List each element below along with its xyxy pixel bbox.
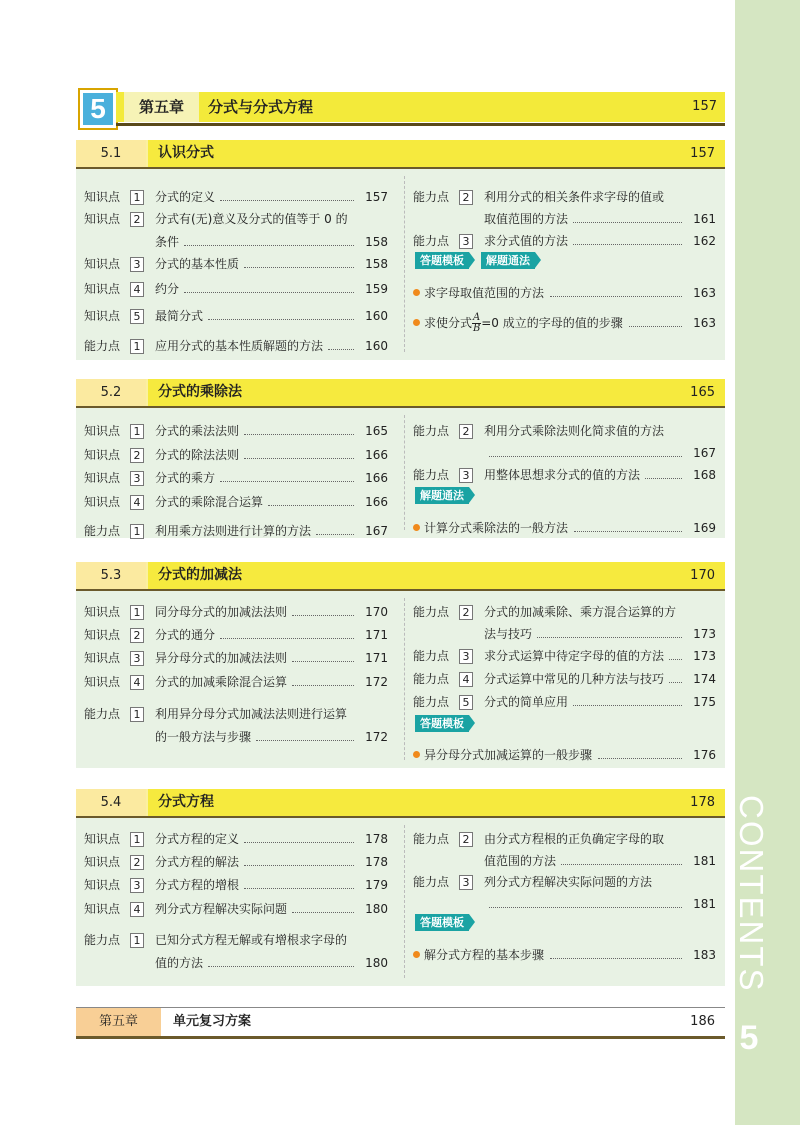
entry-title: 分式方程的定义 xyxy=(155,832,240,846)
entry-number-box: 3 xyxy=(459,468,473,483)
dot-leader xyxy=(244,254,354,268)
section-title-bar xyxy=(148,562,725,589)
bullet-entry[interactable] xyxy=(413,311,716,335)
entry-number-box: 4 xyxy=(130,902,144,917)
entry-number-box: 4 xyxy=(130,495,144,510)
dot-leader xyxy=(292,648,354,662)
bullet-text-pre: 求使分式 xyxy=(424,316,473,330)
dot-leader xyxy=(328,336,354,350)
dot-leader xyxy=(244,829,354,843)
entry-title: 列分式方程解决实际问题 xyxy=(155,902,288,916)
entry-number-box: 1 xyxy=(130,605,144,620)
right-entry-line[interactable] xyxy=(413,894,716,914)
section-page: 157 xyxy=(690,146,715,161)
bullet-page: 163 xyxy=(693,286,716,300)
bullet-text: 异分母分式加减运算的一般步骤 xyxy=(424,748,593,762)
dot-leader xyxy=(573,692,682,706)
entry-title: 的一般方法与步骤 xyxy=(155,730,252,744)
entry-number-box: 2 xyxy=(459,832,473,847)
section-5.1 xyxy=(76,140,725,360)
dot-leader xyxy=(489,894,682,908)
entry-page: 181 xyxy=(693,897,716,911)
entry-page: 172 xyxy=(365,730,388,744)
section-title: 分式的乘除法 xyxy=(158,384,242,400)
left-entry-line[interactable] xyxy=(84,468,388,488)
entry-number-box: 1 xyxy=(130,424,144,439)
right-entry-line[interactable] xyxy=(413,465,716,485)
entry-page: 166 xyxy=(365,495,388,509)
section-header[interactable] xyxy=(76,789,725,816)
entry-type-label: 知识点 xyxy=(84,675,121,689)
entry-type-label: 能力点 xyxy=(84,933,121,947)
method-tag: 解题通法 xyxy=(415,487,469,504)
entry-number-box: 2 xyxy=(459,605,473,620)
left-entry-line[interactable] xyxy=(84,187,388,207)
entry-type-label: 能力点 xyxy=(413,649,450,663)
left-entry-line[interactable] xyxy=(84,899,388,919)
entry-type-label: 知识点 xyxy=(84,282,121,296)
dot-leader xyxy=(669,669,682,683)
entry-page: 171 xyxy=(365,651,388,665)
entry-title: 条件 xyxy=(155,235,180,249)
chapter-label: 第五章 xyxy=(124,92,199,122)
entry-type-label: 知识点 xyxy=(84,651,121,665)
entry-type-label: 知识点 xyxy=(84,309,121,323)
entry-page: 166 xyxy=(365,471,388,485)
bullet-text: 计算分式乘除法的一般方法 xyxy=(424,521,569,535)
entry-type-label: 能力点 xyxy=(413,234,450,248)
dot-leader xyxy=(208,306,354,320)
left-entry-line[interactable] xyxy=(84,625,388,645)
entry-title: 分式的加减乘除、乘方混合运算的方 xyxy=(484,605,677,619)
entry-title: 值的方法 xyxy=(155,956,204,970)
column-divider xyxy=(404,415,405,530)
entry-page: 173 xyxy=(693,649,716,663)
section-5.2 xyxy=(76,379,725,538)
right-entry-line[interactable] xyxy=(413,231,716,251)
method-tag: 答题模板 xyxy=(415,252,469,269)
entry-title: 利用分式乘除法则化简求值的方法 xyxy=(484,424,665,438)
entry-number-box: 2 xyxy=(130,855,144,870)
right-entry-line[interactable] xyxy=(413,187,716,207)
entry-type-label: 能力点 xyxy=(84,707,121,721)
entry-number-box: 4 xyxy=(130,675,144,690)
entry-type-label: 知识点 xyxy=(84,832,121,846)
review-label: 第五章 xyxy=(76,1008,161,1036)
bullet-dot-icon xyxy=(413,319,420,326)
chapter-icon: 5 xyxy=(78,88,118,130)
dot-leader xyxy=(220,187,354,201)
entry-page: 166 xyxy=(365,448,388,462)
entry-page: 160 xyxy=(365,309,388,323)
entry-number-box: 3 xyxy=(130,471,144,486)
entry-number-box: 2 xyxy=(459,424,473,439)
entry-number-box: 5 xyxy=(459,695,473,710)
entry-type-label: 能力点 xyxy=(84,339,121,353)
entry-page: 175 xyxy=(693,695,716,709)
dot-leader xyxy=(184,279,354,293)
left-entry-line[interactable] xyxy=(84,672,388,692)
entry-number-box: 1 xyxy=(130,832,144,847)
entry-type-label: 能力点 xyxy=(413,695,450,709)
entry-type-label: 能力点 xyxy=(413,605,450,619)
bullet-page: 169 xyxy=(693,521,716,535)
entry-number-box: 3 xyxy=(459,875,473,890)
left-entry-line[interactable] xyxy=(84,421,388,441)
entry-title: 分式的除法法则 xyxy=(155,448,240,462)
section-header[interactable] xyxy=(76,140,725,167)
entry-title: 分式方程的解法 xyxy=(155,855,240,869)
entry-title: 法与技巧 xyxy=(484,627,533,641)
left-entry-line[interactable] xyxy=(84,602,388,622)
left-entry-line[interactable] xyxy=(84,704,388,724)
section-5.3 xyxy=(76,562,725,768)
chapter-title: 分式与分式方程 xyxy=(208,98,314,116)
entry-type-label: 知识点 xyxy=(84,855,121,869)
entry-title: 由分式方程根的正负确定字母的取 xyxy=(484,832,665,846)
left-entry-line[interactable] xyxy=(84,336,388,356)
dot-leader xyxy=(669,646,682,660)
dot-leader xyxy=(561,851,682,865)
entry-type-label: 能力点 xyxy=(413,424,450,438)
dot-leader xyxy=(573,231,682,245)
column-divider xyxy=(404,825,405,978)
bullet-text xyxy=(424,313,623,334)
left-entry-line[interactable] xyxy=(84,852,388,872)
entry-title: 利用异分母分式加减法法则进行运算 xyxy=(155,707,348,721)
section-number: 5.3 xyxy=(76,562,146,589)
section-page: 178 xyxy=(690,795,715,810)
dot-leader xyxy=(184,232,354,246)
right-entry-line[interactable] xyxy=(413,692,716,712)
section-underline xyxy=(76,816,725,818)
left-entry-line[interactable] xyxy=(84,953,388,973)
left-entry-line[interactable] xyxy=(84,930,388,950)
left-entry-line[interactable] xyxy=(84,492,388,512)
dot-leader xyxy=(598,745,682,759)
entry-type-label: 能力点 xyxy=(413,190,450,204)
chapter-bar[interactable] xyxy=(116,92,725,122)
dot-leader xyxy=(244,445,354,459)
left-entry-line[interactable] xyxy=(84,279,388,299)
section-title-bar xyxy=(148,789,725,816)
bullet-entry[interactable] xyxy=(413,945,716,965)
entry-title: 值范围的方法 xyxy=(484,854,557,868)
left-entry-line[interactable] xyxy=(84,829,388,849)
entry-page: 178 xyxy=(365,855,388,869)
left-entry-line[interactable] xyxy=(84,445,388,465)
entry-title: 最简分式 xyxy=(155,309,204,323)
right-entry-line[interactable] xyxy=(413,624,716,644)
entry-type-label: 能力点 xyxy=(413,875,450,889)
right-entry-line[interactable] xyxy=(413,602,716,622)
entry-number-box: 5 xyxy=(130,309,144,324)
entry-number-box: 2 xyxy=(459,190,473,205)
left-entry-line[interactable] xyxy=(84,875,388,895)
dot-leader xyxy=(574,518,682,532)
entry-title: 分式的定义 xyxy=(155,190,216,204)
chapter-underline xyxy=(116,123,725,126)
dot-leader xyxy=(220,468,354,482)
left-entry-line[interactable] xyxy=(84,306,388,326)
entry-title: 求分式值的方法 xyxy=(484,234,569,248)
section-number: 5.2 xyxy=(76,379,146,406)
entry-type-label: 知识点 xyxy=(84,495,121,509)
entry-number-box: 1 xyxy=(130,339,144,354)
section-title: 分式方程 xyxy=(158,794,214,810)
entry-title: 利用乘方法则进行计算的方法 xyxy=(155,524,312,538)
entry-title: 分式的通分 xyxy=(155,628,216,642)
section-title-bar xyxy=(148,379,725,406)
entry-title: 分式方程的增根 xyxy=(155,878,240,892)
entry-title: 分式的基本性质 xyxy=(155,257,240,271)
entry-title: 分式的乘除混合运算 xyxy=(155,495,264,509)
unit-review-row[interactable] xyxy=(76,1007,725,1039)
dot-leader xyxy=(244,421,354,435)
dot-leader xyxy=(645,465,682,479)
dot-leader xyxy=(550,945,682,959)
entry-title: 分式有(无)意义及分式的值等于 0 的 xyxy=(155,212,348,226)
bullet-dot-icon xyxy=(413,524,420,531)
entry-number-box: 1 xyxy=(130,190,144,205)
entry-page: 171 xyxy=(365,628,388,642)
entry-number-box: 2 xyxy=(130,448,144,463)
bullet-text-post: =0 成立的字母的值的步骤 xyxy=(481,316,623,330)
right-entry-line[interactable] xyxy=(413,872,716,892)
dot-leader xyxy=(550,283,682,297)
bullet-page: 183 xyxy=(693,948,716,962)
entry-type-label: 知识点 xyxy=(84,257,121,271)
fraction-denominator: B xyxy=(472,323,481,334)
entry-title: 约分 xyxy=(155,282,180,296)
section-title-bar xyxy=(148,140,725,167)
section-page: 170 xyxy=(690,568,715,583)
entry-type-label: 知识点 xyxy=(84,902,121,916)
dot-leader xyxy=(316,521,354,535)
right-entry-line[interactable] xyxy=(413,646,716,666)
dot-leader xyxy=(292,672,354,686)
entry-title: 利用分式的相关条件求字母的值或 xyxy=(484,190,665,204)
contents-label: CONTENTS xyxy=(733,795,770,993)
entry-page: 158 xyxy=(365,235,388,249)
dot-leader xyxy=(629,313,682,327)
left-entry-line[interactable] xyxy=(84,727,388,747)
bullet-entry[interactable] xyxy=(413,283,716,303)
section-title: 分式的加减法 xyxy=(158,567,242,583)
dot-leader xyxy=(292,899,354,913)
entry-title: 同分母分式的加减法法则 xyxy=(155,605,288,619)
entry-title: 用整体思想求分式的值的方法 xyxy=(484,468,641,482)
entry-type-label: 知识点 xyxy=(84,448,121,462)
bullet-dot-icon xyxy=(413,951,420,958)
entry-page: 167 xyxy=(365,524,388,538)
entry-type-label: 知识点 xyxy=(84,605,121,619)
review-page: 186 xyxy=(690,1014,715,1029)
dot-leader xyxy=(268,492,354,506)
entry-type-label: 能力点 xyxy=(413,672,450,686)
chapter-page: 157 xyxy=(692,99,717,114)
section-header[interactable] xyxy=(76,562,725,589)
section-underline xyxy=(76,589,725,591)
method-tag: 解题通法 xyxy=(481,252,535,269)
entry-page: 158 xyxy=(365,257,388,271)
dot-leader xyxy=(292,602,354,616)
method-tag: 答题模板 xyxy=(415,715,469,732)
entry-type-label: 知识点 xyxy=(84,424,121,438)
entry-title: 分式的加减乘除混合运算 xyxy=(155,675,288,689)
dot-leader xyxy=(573,209,682,223)
entry-number-box: 2 xyxy=(130,628,144,643)
entry-type-label: 能力点 xyxy=(413,832,450,846)
fraction-numerator: A xyxy=(473,312,481,323)
left-entry-line[interactable] xyxy=(84,232,388,252)
entry-number-box: 1 xyxy=(130,707,144,722)
left-entry-line[interactable] xyxy=(84,648,388,668)
entry-page: 157 xyxy=(365,190,388,204)
dot-leader xyxy=(256,727,354,741)
section-number: 5.1 xyxy=(76,140,146,167)
review-title: 单元复习方案 xyxy=(173,1014,252,1029)
entry-page: 167 xyxy=(693,446,716,460)
entry-number-box: 1 xyxy=(130,933,144,948)
right-entry-line[interactable] xyxy=(413,829,716,849)
right-entry-line[interactable] xyxy=(413,669,716,689)
bullet-entry[interactable] xyxy=(413,745,716,765)
entry-title: 分式的乘法法则 xyxy=(155,424,240,438)
column-divider xyxy=(404,598,405,760)
entry-page: 162 xyxy=(693,234,716,248)
entry-number-box: 4 xyxy=(130,282,144,297)
chapter-header xyxy=(78,88,725,130)
left-entry-line[interactable] xyxy=(84,254,388,274)
entry-page: 159 xyxy=(365,282,388,296)
fraction xyxy=(472,313,481,334)
entry-page: 173 xyxy=(693,627,716,641)
entry-page: 178 xyxy=(365,832,388,846)
dot-leader xyxy=(244,875,354,889)
entry-type-label: 知识点 xyxy=(84,878,121,892)
entry-type-label: 知识点 xyxy=(84,190,121,204)
bullet-text: 解分式方程的基本步骤 xyxy=(424,948,545,962)
bullet-text: 求字母取值范围的方法 xyxy=(424,286,545,300)
entry-page: 180 xyxy=(365,902,388,916)
left-entry-line[interactable] xyxy=(84,521,388,541)
section-title: 认识分式 xyxy=(158,145,214,161)
dot-leader xyxy=(244,852,354,866)
bullet-dot-icon xyxy=(413,751,420,758)
entry-number-box: 3 xyxy=(459,649,473,664)
dot-leader xyxy=(489,443,682,457)
entry-title: 列分式方程解决实际问题的方法 xyxy=(484,875,653,889)
entry-title: 分式的简单应用 xyxy=(484,695,569,709)
entry-number-box: 2 xyxy=(130,212,144,227)
entry-page: 174 xyxy=(693,672,716,686)
right-entry-line[interactable] xyxy=(413,421,716,441)
entry-page: 160 xyxy=(365,339,388,353)
entry-type-label: 知识点 xyxy=(84,212,121,226)
entry-type-label: 知识点 xyxy=(84,628,121,642)
entry-number-box: 4 xyxy=(459,672,473,687)
entry-page: 161 xyxy=(693,212,716,226)
entry-type-label: 能力点 xyxy=(84,524,121,538)
entry-page: 165 xyxy=(365,424,388,438)
chapter-number-side: 5 xyxy=(739,1019,759,1057)
section-5.4 xyxy=(76,789,725,986)
entry-page: 179 xyxy=(365,878,388,892)
dot-leader xyxy=(220,625,354,639)
entry-title: 异分母分式的加减法法则 xyxy=(155,651,288,665)
section-page: 165 xyxy=(690,385,715,400)
right-entry-line[interactable] xyxy=(413,851,716,871)
bullet-page: 176 xyxy=(693,748,716,762)
left-entry-line[interactable] xyxy=(84,209,388,229)
entry-type-label: 知识点 xyxy=(84,471,121,485)
entry-number-box: 3 xyxy=(130,257,144,272)
entry-page: 181 xyxy=(693,854,716,868)
entry-number-box: 3 xyxy=(130,878,144,893)
right-entry-line[interactable] xyxy=(413,443,716,463)
dot-leader xyxy=(537,624,682,638)
bullet-page: 163 xyxy=(693,316,716,330)
bullet-dot-icon xyxy=(413,289,420,296)
entry-title: 求分式运算中待定字母的值的方法 xyxy=(484,649,665,663)
entry-title: 分式运算中常见的几种方法与技巧 xyxy=(484,672,665,686)
entry-title: 分式的乘方 xyxy=(155,471,216,485)
column-divider xyxy=(404,176,405,352)
entry-title: 已知分式方程无解或有增根求字母的 xyxy=(155,933,348,947)
entry-page: 170 xyxy=(365,605,388,619)
section-underline xyxy=(76,167,725,169)
entry-number-box: 3 xyxy=(130,651,144,666)
section-header[interactable] xyxy=(76,379,725,406)
entry-title: 应用分式的基本性质解题的方法 xyxy=(155,339,324,353)
entry-type-label: 能力点 xyxy=(413,468,450,482)
section-number: 5.4 xyxy=(76,789,146,816)
entry-number-box: 3 xyxy=(459,234,473,249)
section-underline xyxy=(76,406,725,408)
method-tag: 答题模板 xyxy=(415,914,469,931)
dot-leader xyxy=(208,953,354,967)
entry-page: 168 xyxy=(693,468,716,482)
entry-number-box: 1 xyxy=(130,524,144,539)
entry-title: 取值范围的方法 xyxy=(484,212,569,226)
entry-page: 172 xyxy=(365,675,388,689)
entry-page: 180 xyxy=(365,956,388,970)
bullet-entry[interactable] xyxy=(413,518,716,538)
right-entry-line[interactable] xyxy=(413,209,716,229)
